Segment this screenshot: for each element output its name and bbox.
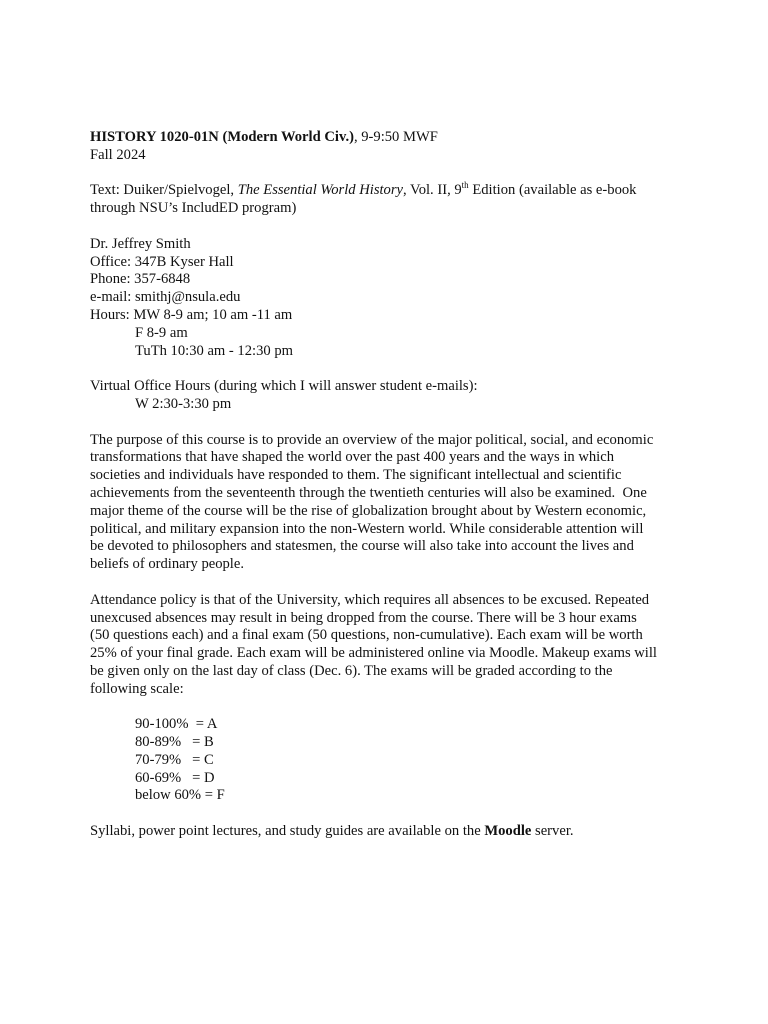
course-title-line (90, 129, 690, 147)
course-time: , 9-9:50 MWF (353, 129, 438, 145)
resources-line (90, 823, 690, 841)
paragraph-line: major theme of the course will be the rise of globalization brought about by Western economic, (90, 502, 647, 519)
resources-text: Syllabi, power point lectures, and study guides are available on the (90, 823, 485, 840)
moodle-label: Moodle (484, 823, 532, 840)
virtual-hours-time: W 2:30-3:30 pm (135, 395, 232, 412)
textbook-edition: Edition (available as e-book (468, 182, 637, 199)
paragraph-line: The purpose of this course is to provide an overview of the major political, social, and economic (90, 431, 654, 448)
paragraph-line: Attendance policy is that of the University, which requires all absences to be excused. Repeated (90, 591, 650, 608)
paragraph-line: be devoted to philosophers and statesmen, the course will also take into account the lives and (90, 538, 634, 555)
textbook-volume: , Vol. II, 9 (403, 182, 462, 199)
paragraph-line: transformations that have shaped the world over the past 400 years and the ways in which (90, 449, 615, 466)
edition-superscript: th (461, 180, 469, 191)
grade-row: 70-79% = C (135, 751, 214, 768)
textbook-prefix: Text: Duiker/Spielvogel, (90, 182, 238, 199)
syllabus-page (90, 129, 690, 841)
term: Fall 2024 (90, 146, 146, 163)
paragraph-line: societies and individuals have responded to them. The significant intellectual and scientific (90, 467, 622, 484)
attendance-paragraph (90, 592, 690, 699)
textbook-line-2: through NSU’s IncludED program) (90, 200, 297, 217)
grade-row: 90-100% = A (135, 716, 218, 733)
paragraph-line: following scale: (90, 680, 184, 697)
office-hours-2: F 8-9 am (135, 324, 188, 341)
instructor-phone: Phone: 357-6848 (90, 271, 191, 288)
paragraph-line: (50 questions each) and a final exam (50 questions, non-cumulative). Each exam will be worth (90, 627, 643, 644)
office-hours-3: TuTh 10:30 am - 12:30 pm (135, 342, 293, 359)
grade-row: below 60% = F (135, 787, 225, 804)
paragraph-line: beliefs of ordinary people. (90, 556, 244, 573)
instructor-office: Office: 347B Kyser Hall (90, 253, 234, 270)
resources-suffix: server. (531, 823, 574, 840)
paragraph-line: be given only on the last day of class (Dec. 6). The exams will be graded according to the (90, 662, 613, 679)
paragraph-line: achievements from the seventeenth through the twentieth centuries will also be examined. One (90, 484, 647, 501)
course-title: HISTORY 1020-01N (Modern World Civ.) (90, 129, 354, 145)
virtual-hours-label: Virtual Office Hours (during which I will answer student e-mails): (90, 378, 478, 395)
purpose-paragraph (90, 432, 690, 574)
paragraph-line: 25% of your final grade. Each exam will be administered online via Moodle. Makeup exams will (90, 645, 657, 662)
grading-scale (90, 716, 690, 805)
instructor-name: Dr. Jeffrey Smith (90, 235, 191, 252)
textbook-title: The Essential World History (237, 182, 404, 199)
office-hours-1: Hours: MW 8-9 am; 10 am -11 am (90, 306, 293, 323)
paragraph-line: political, and military expansion into the non-Western world. While considerable attention will (90, 520, 644, 537)
textbook-line (90, 182, 690, 200)
grade-row: 60-69% = D (135, 769, 215, 786)
grade-row: 80-89% = B (135, 734, 214, 751)
instructor-email: e-mail: smithj@nsula.edu (90, 289, 241, 306)
paragraph-line: unexcused absences may result in being dropped from the course. There will be 3 hour exams (90, 609, 637, 626)
